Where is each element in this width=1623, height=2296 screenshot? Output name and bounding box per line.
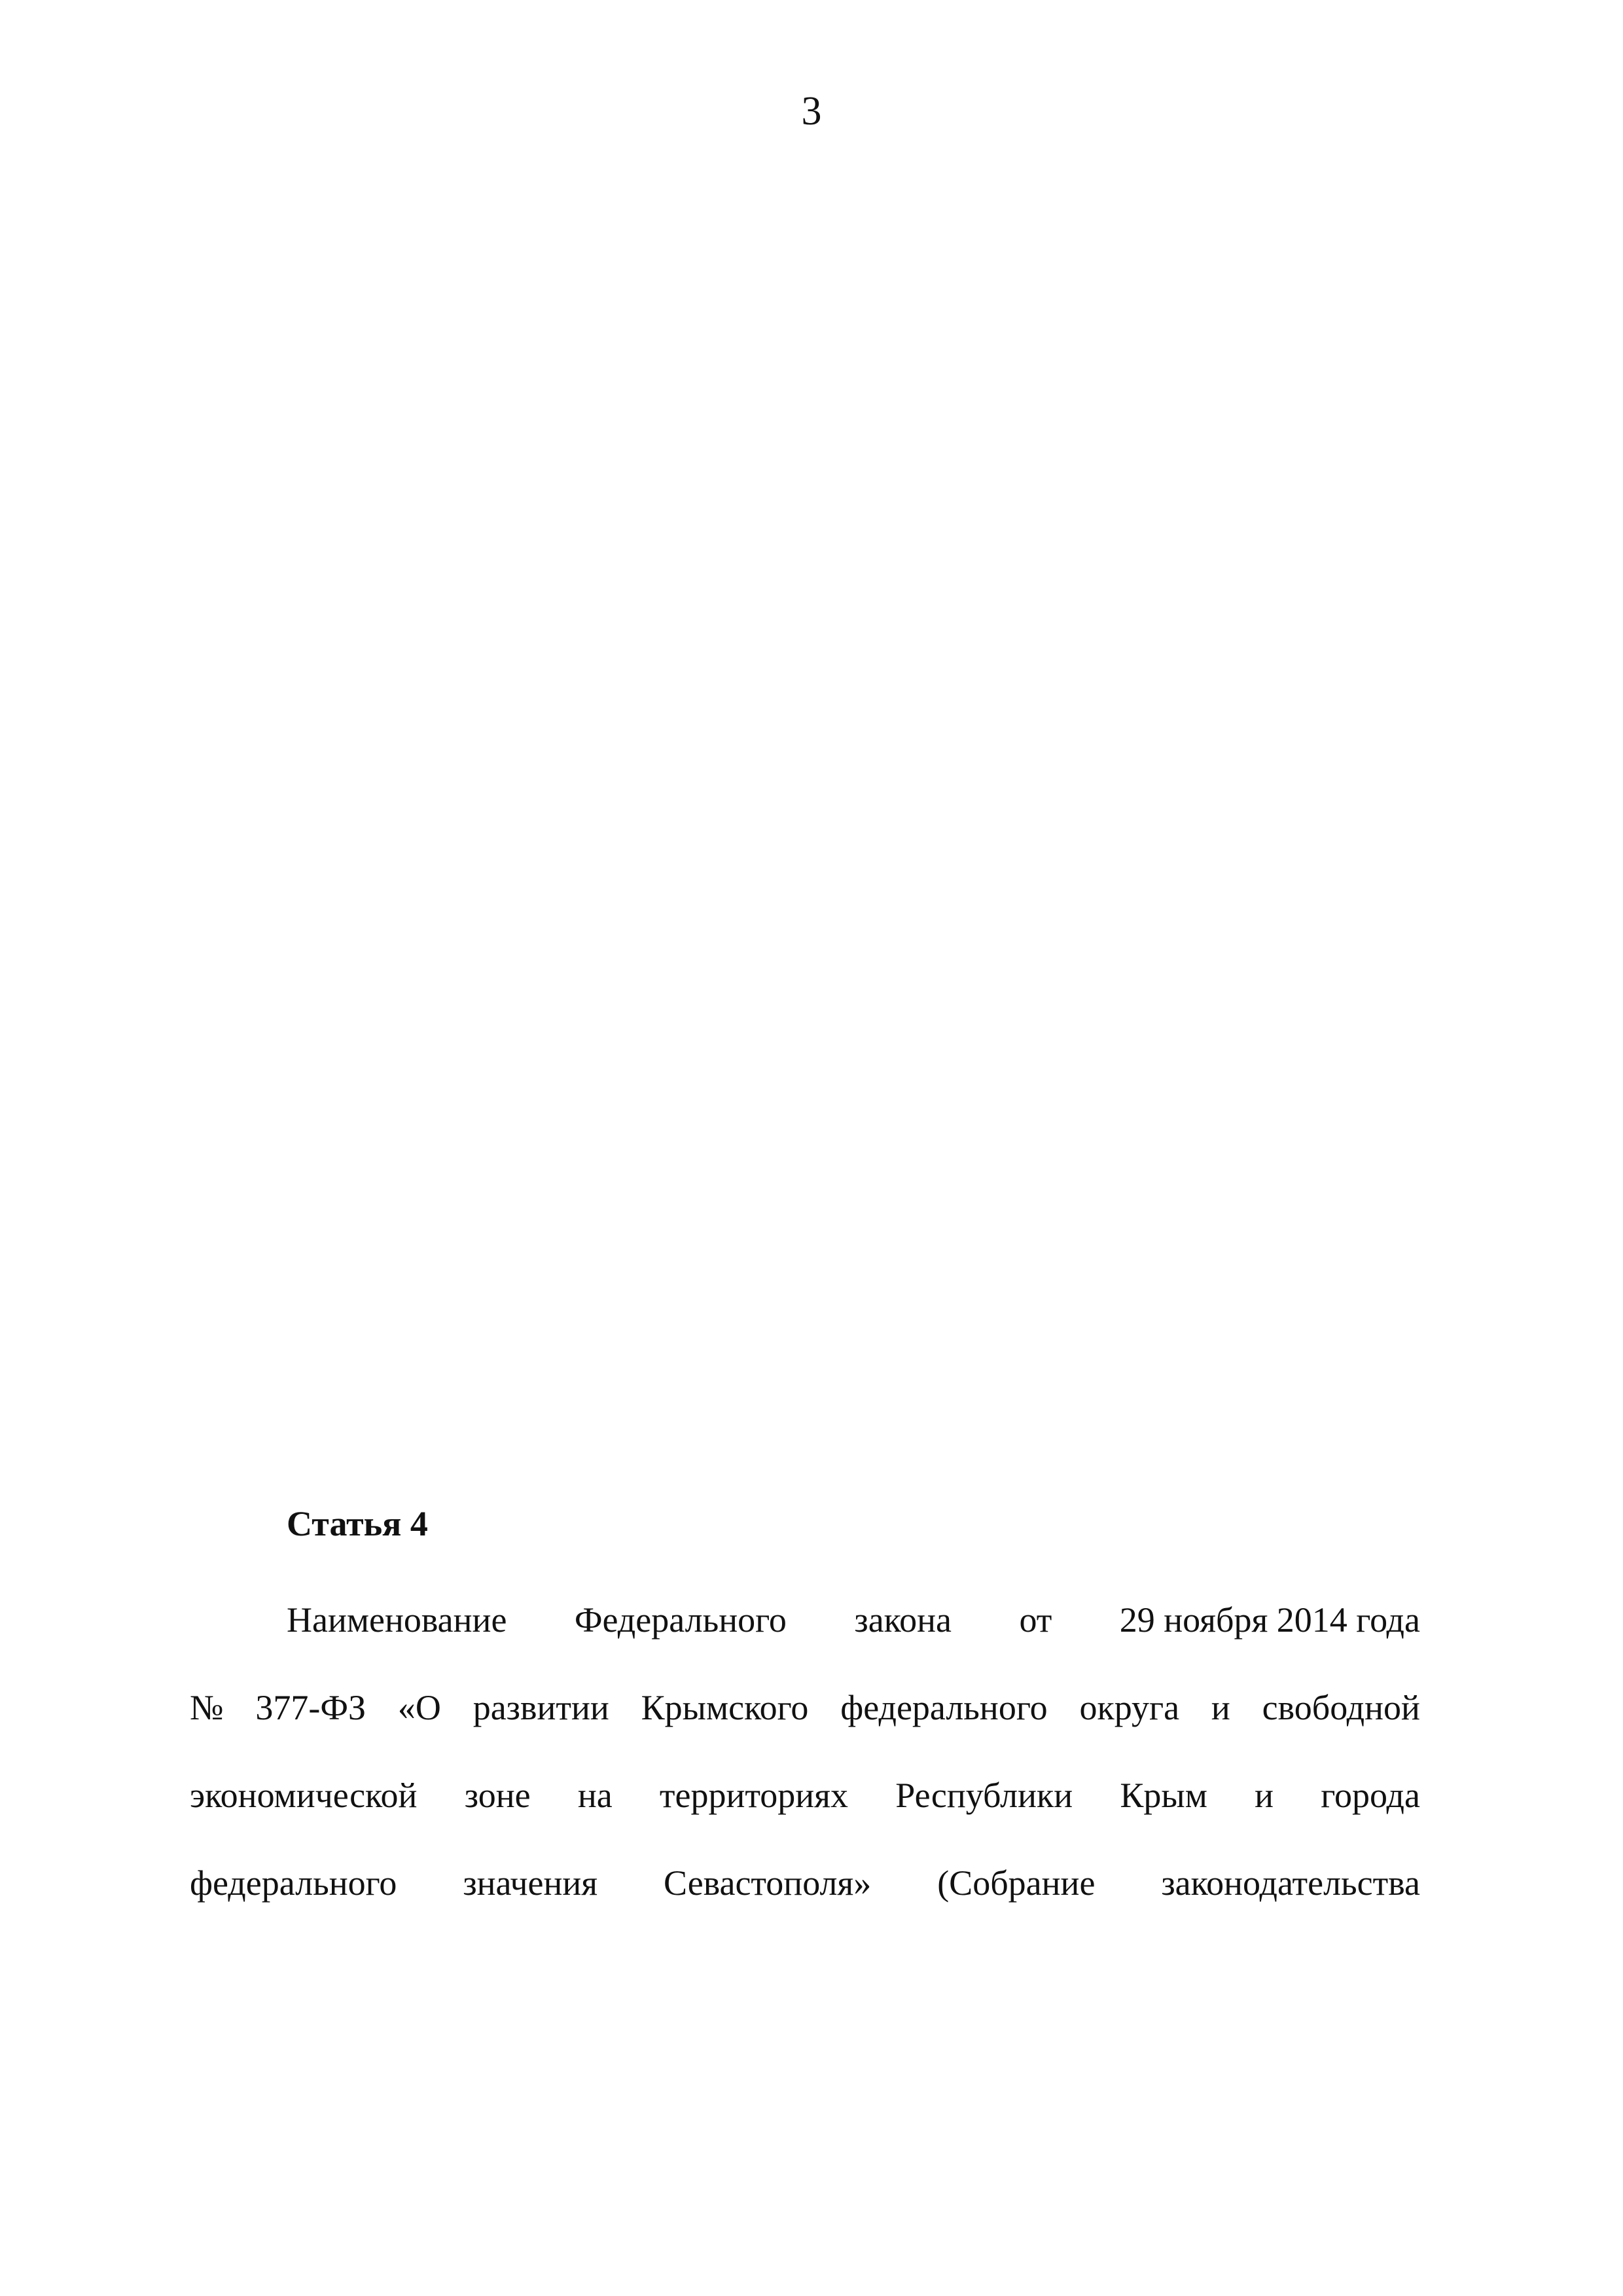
word: № [190,1688,224,1727]
word: от [1019,1600,1052,1640]
word: развитии [473,1688,609,1727]
word: значения [463,1863,598,1903]
word: Крым [1120,1776,1207,1815]
word: федерального [840,1688,1048,1727]
word: «О [397,1688,441,1727]
word: Наименование [287,1600,507,1640]
word: законодательства [1161,1863,1420,1903]
text-line-4 [190,1839,1420,1927]
word: на [577,1776,613,1815]
article-4 [190,1498,1420,1927]
word: округа [1079,1688,1180,1727]
word: территориях [659,1776,849,1815]
word: зоне [464,1776,531,1815]
text-line-2 [190,1664,1420,1751]
word: федерального [190,1863,397,1903]
word: закона [854,1600,952,1640]
word: 377-ФЗ [255,1688,366,1727]
article-heading: Статья 4 [287,1504,428,1543]
word: (Собрание [937,1863,1096,1903]
word: и [1211,1688,1230,1727]
word: 29 ноября 2014 года [1119,1600,1420,1640]
word: города [1321,1776,1420,1815]
text-line-1 [190,1576,1420,1664]
word: свободной [1262,1688,1420,1727]
word: и [1255,1776,1274,1815]
word: Севастополя» [664,1863,872,1903]
word: Республики [895,1776,1073,1815]
word: Крымского [641,1688,809,1727]
word: экономической [190,1776,418,1815]
word: Федерального [574,1600,787,1640]
text-line-3 [190,1751,1420,1839]
page-number: 3 [801,89,822,134]
